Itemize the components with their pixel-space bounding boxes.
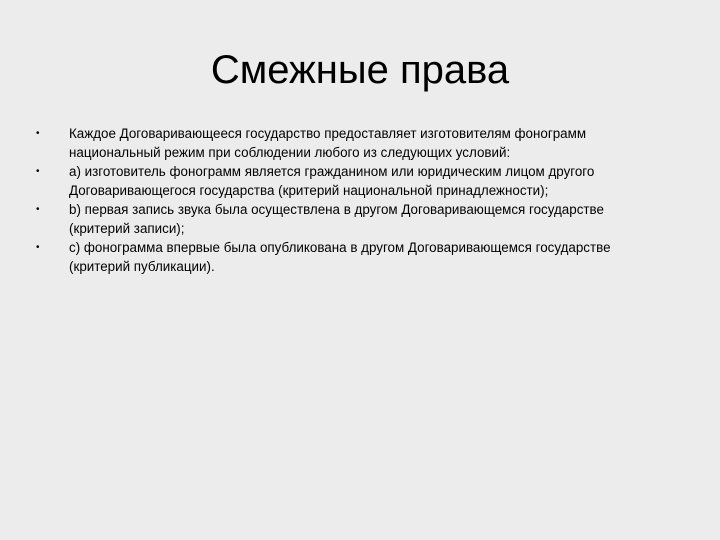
- bullet-item-publication-criterion: [36, 239, 656, 276]
- bullet-item-nationality-criterion: [36, 163, 656, 200]
- bullet-text: a) изготовитель фонограмм является гражданином или юридическим лицом другого Договаривающегося государства (критерий национальной принадлежности);: [69, 164, 595, 198]
- bullet-dot-icon: •: [36, 128, 40, 139]
- bullet-dot-icon: •: [36, 204, 40, 215]
- bullet-text: Каждое Договаривающееся государство предоставляет изготовителям фонограмм национальный режим при соблюдении любого из следующих условий:: [69, 126, 587, 160]
- bullet-text: b) первая запись звука была осуществлена в другом Договаривающемся государстве (критерий записи);: [69, 202, 604, 236]
- bullet-item-intro: [36, 125, 656, 162]
- bullet-text: c) фонограмма впервые была опубликована в другом Договаривающемся государстве (критерий публикации).: [69, 240, 611, 274]
- bullet-item-recording-criterion: [36, 201, 656, 238]
- bullet-list: [36, 125, 656, 277]
- bullet-dot-icon: •: [36, 166, 40, 177]
- slide-title: Смежные права: [210, 48, 510, 92]
- bullet-dot-icon: •: [36, 242, 40, 253]
